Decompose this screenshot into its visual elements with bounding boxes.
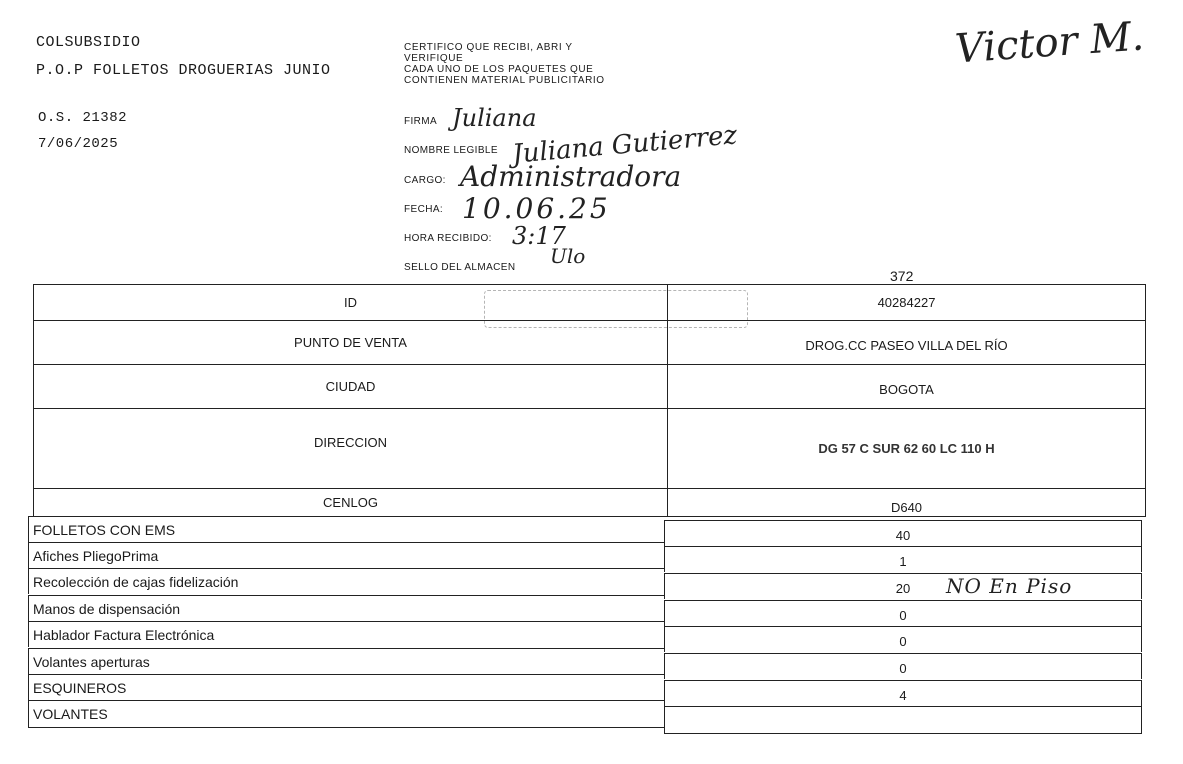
table-row xyxy=(34,321,1146,365)
sello-label: SELLO DEL ALMACEN xyxy=(404,262,516,273)
cargo-label: CARGO: xyxy=(404,175,446,186)
item-label: VOLANTES xyxy=(28,700,664,728)
item-qty: 0 xyxy=(664,653,1142,679)
handwritten-nombre: Juliana Gutierrez xyxy=(511,120,739,170)
handwritten-note: NO En Piso xyxy=(946,574,1073,598)
item-qty: 1 xyxy=(664,546,1142,572)
certificate-line-3: CADA UNO DE LOS PAQUETES QUE xyxy=(404,64,594,75)
item-qty: 0 xyxy=(664,600,1142,626)
handwritten-top-signature: Victor M. xyxy=(953,13,1146,73)
certificate-line-2: VERIFIQUE xyxy=(404,53,464,64)
id-value: 40284227 xyxy=(668,285,1146,321)
handwritten-firma: Juliana xyxy=(452,104,537,132)
cenlog-label: CENLOG xyxy=(34,489,668,517)
certificate-text xyxy=(404,42,605,86)
certificate-line-4: CONTIENEN MATERIAL PUBLICITARIO xyxy=(404,75,605,86)
item-label: Recolección de cajas fidelización xyxy=(28,568,664,594)
firma-label: FIRMA xyxy=(404,116,438,127)
ciudad-value: BOGOTA xyxy=(668,365,1146,409)
table-row xyxy=(34,489,1146,517)
id-label: ID xyxy=(34,285,668,321)
punto-label: PUNTO DE VENTA xyxy=(34,321,668,365)
hora-label: HORA RECIBIDO: xyxy=(404,233,492,244)
item-label: Volantes aperturas xyxy=(28,648,664,674)
item-label: ESQUINEROS xyxy=(28,674,664,700)
item-label: Hablador Factura Electrónica xyxy=(28,621,664,647)
direccion-label: DIRECCION xyxy=(34,409,668,489)
campaign-title: P.O.P FOLLETOS DROGUERIAS JUNIO xyxy=(36,62,331,79)
handwritten-hora: 3:17 xyxy=(512,222,566,250)
handwritten-sello: Ulo xyxy=(550,244,586,268)
fecha-label: FECHA: xyxy=(404,204,444,215)
ciudad-label: CIUDAD xyxy=(34,365,668,409)
item-qty: 20 xyxy=(664,573,1142,599)
handwritten-fecha: 10.06.25 xyxy=(462,192,611,225)
table-row xyxy=(34,409,1146,489)
item-qty: 4 xyxy=(664,680,1142,706)
item-label: Manos de dispensación xyxy=(28,595,664,621)
table-row xyxy=(34,365,1146,409)
direccion-value: DG 57 C SUR 62 60 LC 110 H xyxy=(668,409,1146,489)
item-label: FOLLETOS CON EMS xyxy=(28,516,664,542)
document-date: 7/06/2025 xyxy=(38,136,119,152)
table-row xyxy=(34,285,1146,321)
order-number: O.S. 21382 xyxy=(38,110,128,126)
company-name: COLSUBSIDIO xyxy=(36,34,141,51)
punto-value: DROG.CC PASEO VILLA DEL RÍO xyxy=(668,321,1146,365)
item-qty: 0 xyxy=(664,626,1142,652)
item-label: Afiches PliegoPrima xyxy=(28,542,664,568)
store-info-table xyxy=(33,284,1146,517)
cenlog-value: D640 xyxy=(668,489,1146,517)
certificate-line-1: CERTIFICO QUE RECIBI, ABRI Y xyxy=(404,42,573,53)
item-qty: 40 xyxy=(664,520,1142,546)
nombre-label: NOMBRE LEGIBLE xyxy=(404,145,498,156)
page-number: 372 xyxy=(890,268,914,284)
handwritten-cargo: Administradora xyxy=(460,160,682,193)
item-qty xyxy=(664,706,1142,734)
